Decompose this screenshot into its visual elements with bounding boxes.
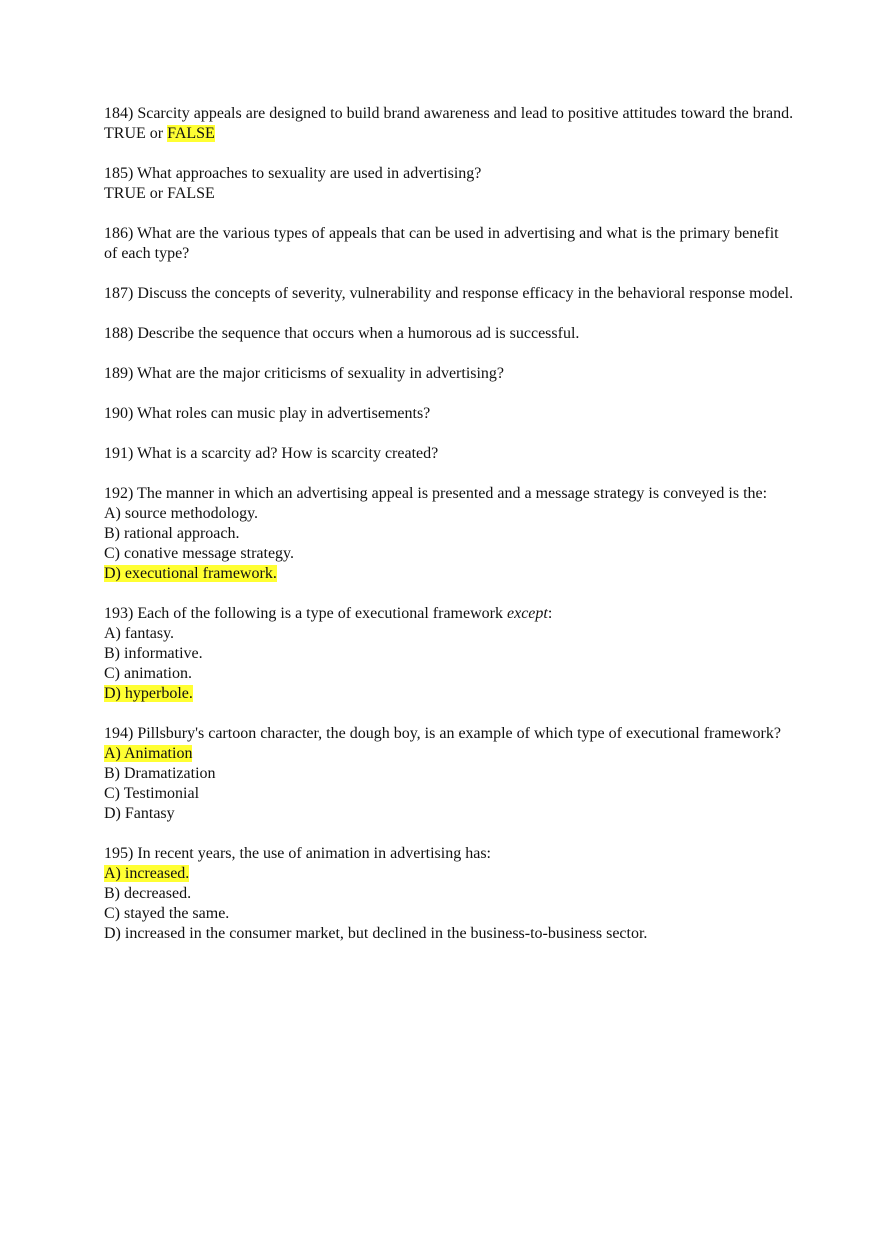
true-false-line [104, 124, 794, 144]
question-stem: 190) What roles can music play in advertisements? [104, 405, 431, 422]
question-191 [104, 444, 794, 464]
question-stem: 188) Describe the sequence that occurs when a humorous ad is successful. [104, 325, 580, 342]
question-stem: 187) Discuss the concepts of severity, vulnerability and response efficacy in the behavioral response model. [104, 285, 794, 302]
question-stem: 194) Pillsbury's cartoon character, the dough boy, is an example of which type of executional framework? [104, 725, 781, 742]
question-stem: 195) In recent years, the use of animation in advertising has: [104, 845, 491, 862]
question-186 [104, 224, 794, 264]
exam-page [104, 104, 794, 964]
true-false-prefix: TRUE or [104, 125, 168, 142]
question-190 [104, 404, 794, 424]
question-185 [104, 164, 794, 204]
question-189 [104, 364, 794, 384]
question-stem: 192) The manner in which an advertising appeal is presented and a message strategy is conveyed is the: [104, 485, 768, 502]
option-d: D) increased in the consumer market, but declined in the business-to-business sector. [104, 925, 648, 942]
highlighted-answer: A) increased. [104, 865, 190, 882]
question-stem: 189) What are the major criticisms of sexuality in advertising? [104, 365, 505, 382]
question-187 [104, 284, 794, 304]
option-b: B) Dramatization [104, 765, 216, 782]
highlighted-answer: A) Animation [104, 745, 193, 762]
option-b: B) rational approach. [104, 525, 240, 542]
option-c: C) animation. [104, 665, 192, 682]
question-stem: 186) What are the various types of appeals that can be used in advertising and what is the primary benefit of each type? [104, 225, 779, 262]
option-a [104, 744, 794, 764]
option-c: C) conative message strategy. [104, 545, 295, 562]
stem-emphasis: except [506, 605, 548, 622]
question-stem [104, 604, 794, 624]
highlighted-answer: D) hyperbole. [104, 685, 193, 702]
option-b: B) decreased. [104, 885, 192, 902]
question-stem: 191) What is a scarcity ad? How is scarcity created? [104, 445, 439, 462]
option-d: D) Fantasy [104, 805, 175, 822]
true-false-line: TRUE or FALSE [104, 185, 215, 202]
stem-punctuation: : [547, 605, 553, 622]
option-a [104, 864, 794, 884]
option-c: C) stayed the same. [104, 905, 230, 922]
option-d [104, 564, 794, 584]
highlighted-answer: D) executional framework. [104, 565, 277, 582]
option-a: A) fantasy. [104, 625, 175, 642]
option-c: C) Testimonial [104, 785, 200, 802]
question-stem: 184) Scarcity appeals are designed to build brand awareness and lead to positive attitudes toward the brand. [104, 105, 794, 122]
question-194 [104, 724, 794, 824]
highlighted-answer: FALSE [167, 125, 215, 142]
option-b: B) informative. [104, 645, 203, 662]
option-a: A) source methodology. [104, 505, 259, 522]
question-192 [104, 484, 794, 584]
option-d [104, 684, 794, 704]
question-stem: 185) What approaches to sexuality are used in advertising? [104, 165, 482, 182]
stem-text: 193) Each of the following is a type of executional framework [104, 605, 507, 622]
question-193 [104, 604, 794, 704]
question-184 [104, 104, 794, 144]
question-188 [104, 324, 794, 344]
question-195 [104, 844, 794, 944]
